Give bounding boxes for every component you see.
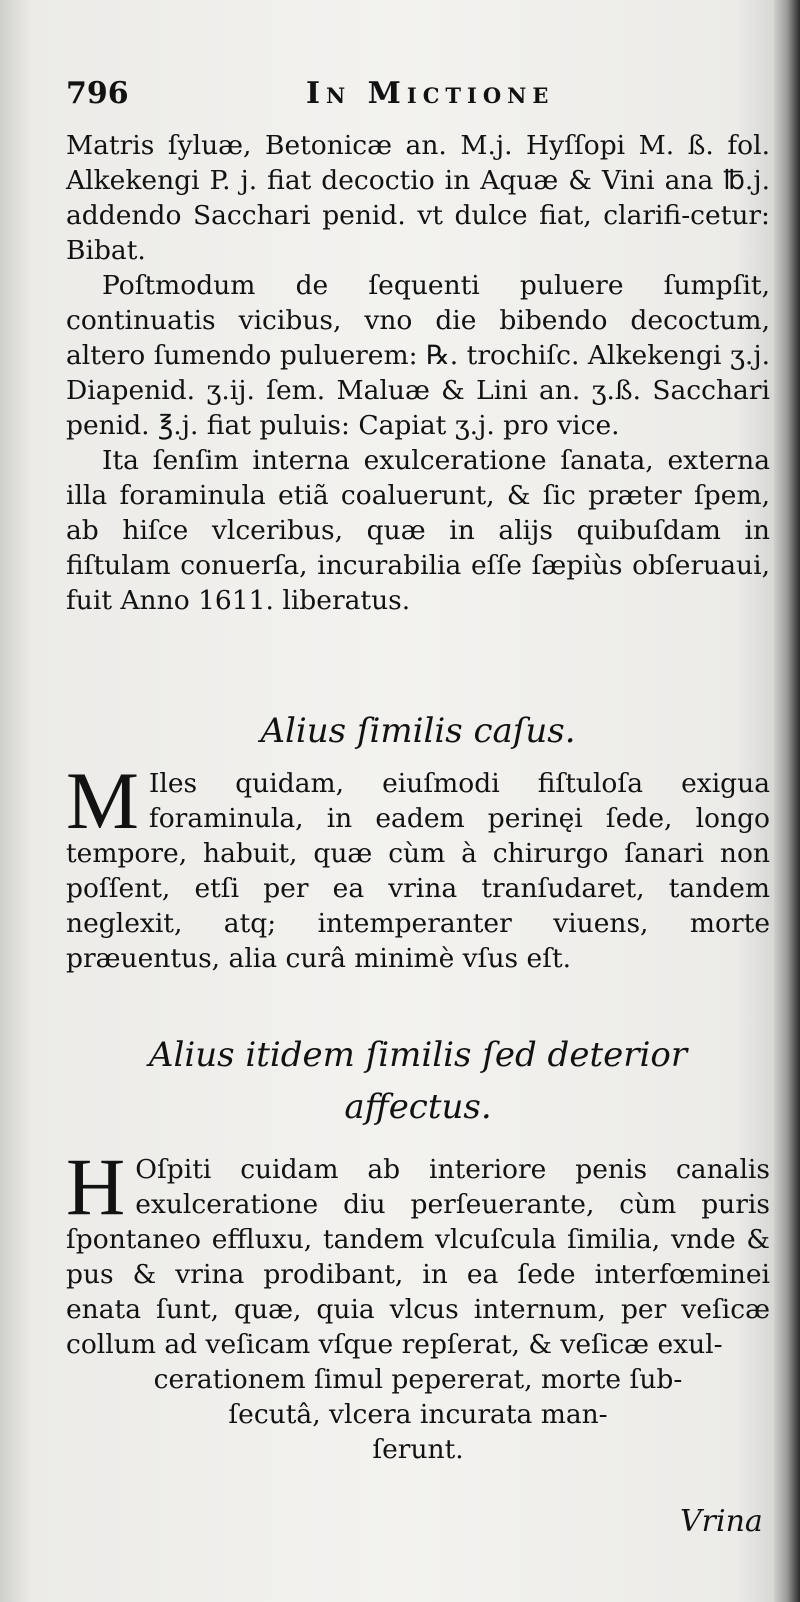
case-paragraph-2 — [66, 755, 770, 976]
page-number: 796 — [66, 76, 129, 111]
case-3-line-3: ſerunt. — [372, 1434, 464, 1465]
paragraph-3: Ita ſenſim interna exulceratione ſanata, externa illa foraminula etiã coaluerunt, & ſic præter ſpem, ab hiſce vlceribus, quæ in alijs quibuſdam in fiſtulam conuerſa, incurabilia eſſe ſæpiùs obſeruaui, fuit Anno 1611. liberatus. — [66, 445, 770, 616]
drop-cap-m: M — [66, 755, 139, 846]
case-3-text: Oſpiti cuidam ab interiore penis canalis exulceratione diu perſeuerante, cùm puris ſpontaneo effluxu, tandem vlcuſcula ſimilia, vnde & pus & vrina prodibant, in ea ſede interfœminei enata ſunt, quæ, quia vlcus internum, per veſicæ collum ad veſicam vſque repſerat, & veſicæ exul- — [66, 1154, 770, 1360]
paragraph-1: Matris ſyluæ, Betonicæ an. M.j. Hyſſopi M. ß. fol. Alkekengi P. j. fiat decoctio in Aquæ & Vini ana ℔.j. addendo Sacchari penid. vt dulce fiat, clarifi-cetur: Bibat. — [66, 130, 770, 266]
section-heading-2-line-2: affectus. — [344, 1087, 492, 1127]
paragraph-2: Poſtmodum de ſequenti puluere ſumpſit, continuatis vicibus, vno die bibendo decoctum, altero ſumendo puluerem: ℞. trochiſc. Alkekengi ʒ.j. Diapenid. ʒ.ij. ſem. Maluæ & Lini an. ʒ.ß. Sacchari penid. ℥.j. fiat puluis: Capiat ʒ.j. pro vice. — [66, 270, 770, 441]
running-head: In Mictione — [306, 76, 555, 111]
drop-cap-h: H — [66, 1141, 126, 1232]
section-heading-2-line-1: Alius itidem ſimilis ſed deterior — [148, 1035, 688, 1075]
body-text-top — [66, 128, 770, 618]
page-header — [66, 70, 756, 120]
case-3-line-1: cerationem ſimul pepererat, morte ſub- — [153, 1364, 683, 1395]
case-3-line-2: ſecutâ, vlcera incurata man- — [228, 1399, 608, 1430]
page-edge-shadow — [774, 0, 800, 1602]
case-paragraph-3 — [66, 1141, 770, 1467]
section-heading-1: Alius ſimilis caſus. — [260, 711, 576, 751]
case-2-text: Iles quidam, eiuſmodi fiſtuloſa exigua foraminula, in eadem perinęi ſede, longo tempore, habuit, quæ cùm à chirurgo ſanari non poſſent, etſi per ea vrina tranſudaret, tandem neglexit, atq; intemperanter viuens, morte præuentus, alia curâ minimè vſus eſt. — [66, 768, 770, 974]
catchword: Vrina — [680, 1504, 763, 1539]
